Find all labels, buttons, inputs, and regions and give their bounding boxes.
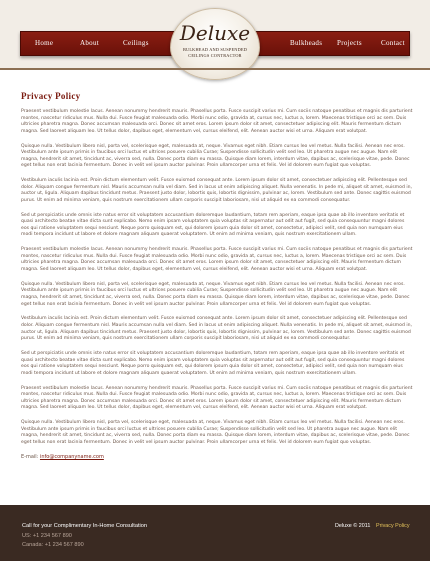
page-title: Privacy Policy <box>21 91 81 101</box>
footer-phone-canada: Canada: +1 234 567 890 <box>22 542 84 548</box>
email-link[interactable]: info@companyname.com <box>39 453 104 460</box>
nav-item-home[interactable]: Home <box>35 39 54 47</box>
footer-copyright: Deluxe © 2011 <box>335 523 371 529</box>
footer-phone-us: US: +1 234 567 890 <box>22 533 72 539</box>
email-label: E-mail: <box>21 453 39 460</box>
email-line <box>21 454 413 460</box>
policy-paragraph: Quisque nulla. Vestibulum libero nisl, porta vel, scelerisque eget, malesuada at, neque. Vivamus eget nibh. Etiam cursus leo vel metus. Nulla facilisi. Aenean nec eros. Vestibulum ante ipsum primis in faucibus orci luctus et ultrices posuere cubilia Curae; Suspendisse sollicitudin velit sed leo. Ut pharetra augue nec augue. Nam elit magna, hendrerit sit amet, tincidunt ac, viverra sed, nulla. Donec porta diam eu massa. Quisque diam lorem, interdum vitae, dapibus ac, scelerisque vitae, pede. Donec eget tellus non erat lacinia fermentum. Donec in velit vel ipsum auctor pulvinar. Proin ullamcorper urna et felis. Vel id dolorem eum fugiat quo voluptas. <box>21 143 410 169</box>
logo-subtitle-line1: BULKHEAD AND SUSPENDED <box>182 47 248 52</box>
nav-item-contact[interactable]: Contact <box>381 39 405 47</box>
policy-paragraph: Vestibulum iaculis lacinia est. Proin dictum elementum velit. Fusce euismod consequat ante. Lorem ipsum dolor sit amet, consectetuer adipiscing elit. Pellentesque sed dolor. Aliquam congue fermentum nisl. Mauris accumsan nulla vel diam. Sed in lacus ut enim adipiscing aliquet. Nulla venenatis. In pede mi, aliquet sit amet, euismod in, auctor ut, ligula. Aliquam dapibus tincidunt metus. Praesent justo dolor, lobortis quis, lobortis dignissim, pulvinar ac, lorem. Vestibulum sed ante. Donec sagittis euismod purus. Ut enim ad minima veniam, quis nostrum exercitationem ullam corporis suscipit laboriosam, nisi ut aliquid ex ea commodi consequatur. <box>21 316 412 342</box>
footer <box>0 505 430 561</box>
policy-paragraph: Quisque nulla. Vestibulum libero nisl, porta vel, scelerisque eget, malesuada at, neque. Vivamus eget nibh. Etiam cursus leo vel metus. Nulla facilisi. Aenean nec eros. Vestibulum ante ipsum primis in faucibus orci luctus et ultrices posuere cubilia Curae; Suspendisse sollicitudin velit sed leo. Ut pharetra augue nec augue. Nam elit magna, hendrerit sit amet, tincidunt ac, viverra sed, nulla. Donec porta diam eu massa. Quisque diam lorem, interdum vitae, dapibus ac, scelerisque vitae, pede. Donec eget tellus non erat lacinia fermentum. Donec in velit vel ipsum auctor pulvinar. Proin ullamcorper urna et felis. Vel id dolorem eum fugiat quo voluptas. <box>21 281 410 307</box>
nav-item-about[interactable]: About <box>80 39 99 47</box>
logo-subtitle-line2: CEILINGS CONTRACTOR <box>188 53 242 58</box>
policy-paragraph: Praesent vestibulum molestie lacus. Aenean nonummy hendrerit mauris. Phasellus porta. Fusce suscipit varius mi. Cum sociis natoque penatibus et magnis dis parturient montes, nascetur ridiculus mus. Nulla dui. Fusce feugiat malesuada odio. Morbi nunc odio, gravida at, cursus nec, luctus a, lorem. Maecenas tristique orci ac sem. Duis ultricies pharetra magna. Donec accumsan malesuada orci. Donec sit amet eros. Lorem ipsum dolor sit amet, consectetuer adipiscing elit. Mauris fermentum dictum magna. Sed laoreet aliquam leo. Ut tellus dolor, dapibus eget, elementum vel, cursus eleifend, elit. Aenean auctor wisi et urna. Aliquam erat volutpat. <box>21 109 413 134</box>
nav-item-bulkheads[interactable]: Bulkheads <box>290 39 323 47</box>
logo-title: Deluxe <box>179 21 251 45</box>
header-divider <box>0 68 430 70</box>
policy-paragraph: Sed ut perspiciatis unde omnis iste natus error sit voluptatem accusantium doloremque laudantium, totam rem aperiam, eaque ipsa quae ab illo inventore veritatis et quasi architecto beatae vitae dicta sunt explicabo. Nemo enim ipsam voluptatem quia voluptas sit aspernatur aut odit aut fugit, sed quia consequuntur magni dolores eos qui ratione voluptatem sequi nesciunt. Neque porro quisquam est, qui dolorem ipsum quia dolor sit amet, consectetur, adipisci velit, sed quia non numquam eius modi tempora incidunt ut labore et dolore magnam aliquam quaerat voluptatem. Ut enim ad minima veniam, quis nostrum exercitationem ullam. <box>21 350 405 376</box>
policy-paragraph: Vestibulum iaculis lacinia est. Proin dictum elementum velit. Fusce euismod consequat ante. Lorem ipsum dolor sit amet, consectetuer adipiscing elit. Pellentesque sed dolor. Aliquam congue fermentum nisl. Mauris accumsan nulla vel diam. Sed in lacus ut enim adipiscing aliquet. Nulla venenatis. In pede mi, aliquet sit amet, euismod in, auctor ut, ligula. Aliquam dapibus tincidunt metus. Praesent justo dolor, lobortis quis, lobortis dignissim, pulvinar ac, lorem. Vestibulum sed ante. Donec sagittis euismod purus. Ut enim ad minima veniam, quis nostrum exercitationem ullam corporis suscipit laboriosam, nisi ut aliquid ex ea commodi consequatur. <box>21 178 412 203</box>
policy-paragraph: Sed ut perspiciatis unde omnis iste natus error sit voluptatem accusantium doloremque laudantium, totam rem aperiam, eaque ipsa quae ab illo inventore veritatis et quasi architecto beatae vitae dicta sunt explicabo. Nemo enim ipsam voluptatem quia voluptas sit aspernatur aut odit aut fugit, sed quia consequuntur magni dolores eos qui ratione voluptatem sequi nesciunt. Neque porro quisquam est, qui dolorem ipsum quia dolor sit amet, consectetur, adipisci velit, sed quia non numquam eius modi tempora incidunt ut labore et dolore magnam aliquam quaerat voluptatem. Ut enim ad minima veniam, quis nostrum exercitationem ullam. <box>21 212 405 238</box>
footer-privacy-link[interactable]: Privacy Policy <box>376 523 410 529</box>
nav-item-projects[interactable]: Projects <box>337 39 362 47</box>
policy-paragraph: Praesent vestibulum molestie lacus. Aenean nonummy hendrerit mauris. Phasellus porta. Fusce suscipit varius mi. Cum sociis natoque penatibus et magnis dis parturient montes, nascetur ridiculus mus. Nulla dui. Fusce feugiat malesuada odio. Morbi nunc odio, gravida at, cursus nec, luctus a, lorem. Maecenas tristique orci ac sem. Duis ultricies pharetra magna. Donec accumsan malesuada orci. Donec sit amet eros. Lorem ipsum dolor sit amet, consectetuer adipiscing elit. Mauris fermentum dictum magna. Sed laoreet aliquam leo. Ut tellus dolor, dapibus eget, elementum vel, cursus eleifend, elit. Aenean auctor wisi et urna. Aliquam erat volutpat. <box>21 385 413 411</box>
policy-paragraph: Praesent vestibulum molestie lacus. Aenean nonummy hendrerit mauris. Phasellus porta. Fusce suscipit varius mi. Cum sociis natoque penatibus et magnis dis parturient montes, nascetur ridiculus mus. Nulla dui. Fusce feugiat malesuada odio. Morbi nunc odio, gravida at, cursus nec, luctus a, lorem. Maecenas tristique orci ac sem. Duis ultricies pharetra magna. Donec accumsan malesuada orci. Donec sit amet eros. Lorem ipsum dolor sit amet, consectetuer adipiscing elit. Mauris fermentum dictum magna. Sed laoreet aliquam leo. Ut tellus dolor, dapibus eget, elementum vel, cursus eleifend, elit. Aenean auctor wisi et urna. Aliquam erat volutpat. <box>21 247 413 273</box>
main-content <box>21 91 413 460</box>
policy-paragraph: Quisque nulla. Vestibulum libero nisl, porta vel, scelerisque eget, malesuada at, neque. Vivamus eget nibh. Etiam cursus leo vel metus. Nulla facilisi. Aenean nec eros. Vestibulum ante ipsum primis in faucibus orci luctus et ultrices posuere cubilia Curae; Suspendisse sollicitudin velit sed leo. Ut pharetra augue nec augue. Nam elit magna, hendrerit sit amet, tincidunt ac, viverra sed, nulla. Donec porta diam eu massa. Quisque diam lorem, interdum vitae, dapibus ac, scelerisque vitae, pede. Donec eget tellus non erat lacinia fermentum. Donec in velit vel ipsum auctor pulvinar. Proin ullamcorper urna et felis. Vel id dolorem eum fugiat quo voluptas. <box>21 420 410 445</box>
footer-consultation-text: Call for your Complimentary In-Home Consultation <box>22 523 147 529</box>
nav-item-ceilings[interactable]: Ceilings <box>123 39 149 47</box>
